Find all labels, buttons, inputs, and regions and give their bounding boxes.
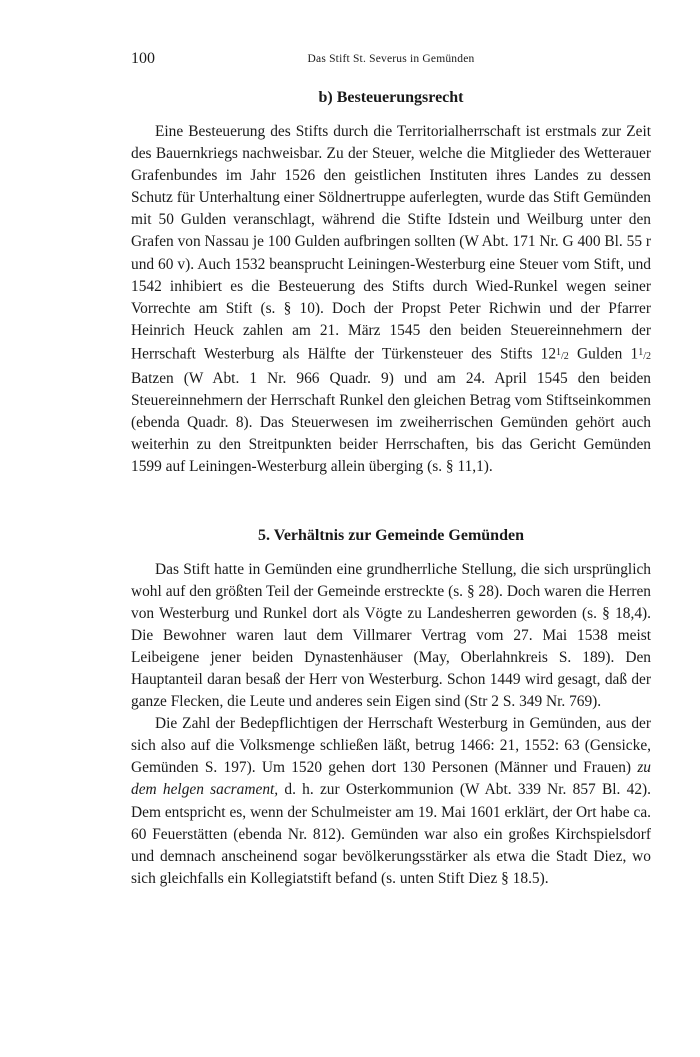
fraction-numerator: 1 [556, 346, 562, 358]
paragraph-text: Batzen (W Abt. 1 Nr. 966 Quadr. 9) und am 24. April 1545 den beiden Steuereinnehmern der Herrschaft Runkel den gleichen Betrag vom Stiftseinkommen (ebenda Quadr. 8). Das Steuerwesen im zweiherrischen Gemünden gehört auch weiterhin zu den Streitpunkten beider Herrschaften, bis das Gericht Gemünden 1599 auf Leiningen-Westerburg allein überging (s. § 11,1). [131, 370, 651, 476]
paragraph-text: Die Zahl der Bedepflichtigen der Herrschaft Westerburg in Gemünden, aus der sich also auf die Volksmenge schließen läßt, betrug 1466: 21, 1552: 63 (Gensicke, Gemünden S. 197). Um 1520 gehen dort 130 Personen (Männer und Frauen) [131, 715, 651, 777]
body-paragraph: Das Stift hatte in Gemünden eine grundherrliche Stellung, die sich ursprünglich wohl auf den größten Teil der Gemeinde erstreckte (s. § 28). Doch waren die Herren von Westerburg und Runkel dort als Vögte zu Landesherren geworden (s. § 18,4). Die Bewohner waren laut dem Villmarer Vertrag vom 27. Mai 1538 meist Leibeigene jener beiden Dynastenhäuser (May, Oberlahnkreis S. 189). Den Hauptanteil daran besaß der Herr von Westerburg. Schon 1449 wird gesagt, daß der ganze Flecken, die Leute und anderes sein Eigen sind (Str 2 S. 349 Nr. 769). [131, 560, 651, 711]
quotation-italic: zu dem helgen sacrament, [131, 759, 651, 799]
paragraph-text: Gulden 1 [568, 345, 639, 363]
body-paragraph [131, 713, 651, 890]
running-title: Das Stift St. Severus in Gemünden [307, 53, 475, 65]
paragraph-text: d. h. zur Osterkommunion (W Abt. 339 Nr. 857 Bl. 42). Dem entspricht es, wenn der Schulmeister am 19. Mai 1601 erklärt, der Ort habe ca. 60 Feuerstätten (ebenda Nr. 812). Gemünden war also ein großes Kirchspielsdorf und demnach anscheinend sogar bevölkerungsstärker als etwa die Stadt Diez, wo sich gleichfalls ein Kollegiatstift befand (s. unten Stift Diez § 18.5). [131, 781, 651, 887]
fraction-numerator: 1 [638, 346, 644, 358]
section-heading-gemeinde: 5. Verhältnis zur Gemeinde Gemünden [258, 526, 524, 544]
section-heading-besteuerungsrecht: b) Besteuerungsrecht [318, 89, 464, 106]
book-page [131, 50, 651, 890]
paragraph-text: Eine Besteuerung des Stifts durch die Territorialherrschaft ist erstmals zur Zeit des Bauernkriegs nachweisbar. Zu der Steuer, welche die Mitglieder des Wetterauer Grafenbundes im Jahr 1526 den geistlichen Instituten ihres Landes zu dessen Schutz für Unterhaltung einer Söldnertruppe auferlegten, wurde das Stift Gemünden mit 50 Gulden veranschlagt, während die Stifte Idstein und Weilburg unter den Grafen von Nassau je 100 Gulden aufbringen sollten (W Abt. 171 Nr. G 400 Bl. 55 r und 60 v). Auch 1532 beansprucht Leiningen-Westerburg eine Steuer vom Stift, und 1542 inhibiert es die Besteuerung des Stifts durch Wied-Runkel wegen seiner Vorrechte am Stift (s. § 10). Doch der Propst Peter Richwin und der Pfarrer Heinrich Heuck zahlen am 21. März 1545 den beiden Steuereinnehmern der Herrschaft Westerburg als Hälfte der Türkensteuer des Stifts 12 [131, 123, 651, 363]
page-number: 100 [131, 50, 155, 67]
body-paragraph [131, 121, 651, 479]
fraction-denominator: /2 [643, 350, 651, 362]
fraction-denominator: /2 [561, 350, 569, 362]
page-header [131, 50, 651, 72]
